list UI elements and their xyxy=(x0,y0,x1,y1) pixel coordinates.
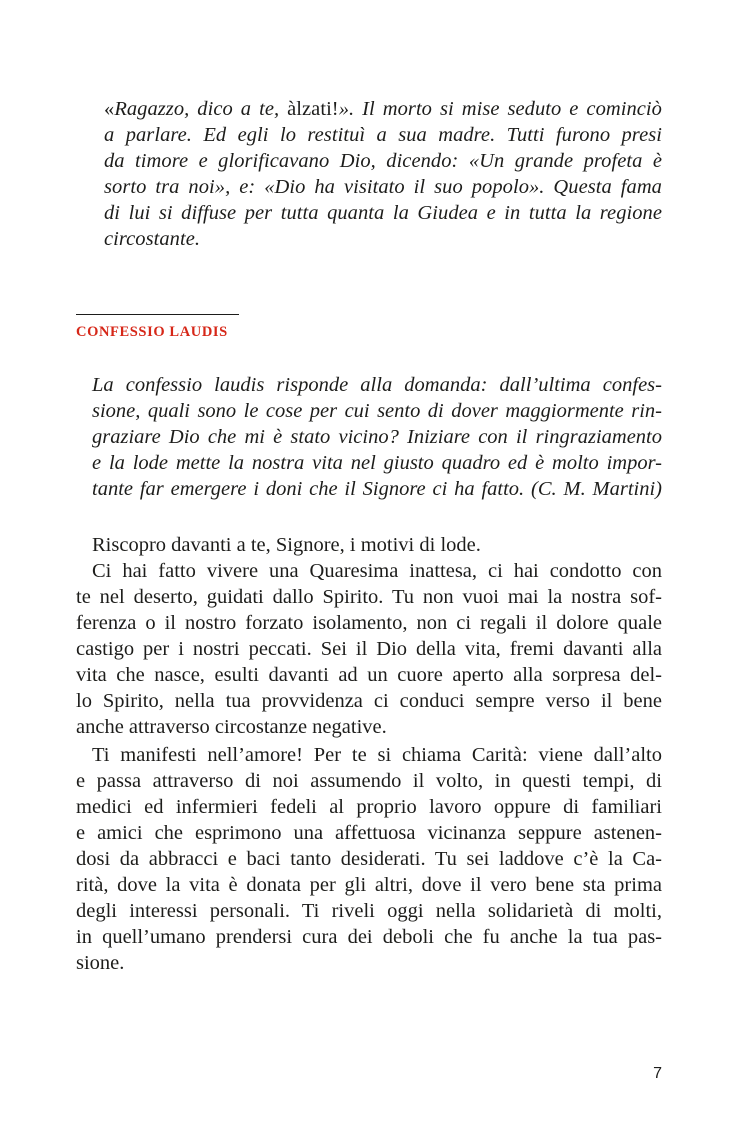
body-line: lo Spirito, nella tua provvidenza ci conduci sempre verso il bene xyxy=(76,690,662,712)
quote-segment: àlzati! xyxy=(287,98,339,120)
body-line: medici ed infermieri fedeli al proprio lavoro oppure di familiari xyxy=(76,796,662,818)
quote-line-4: sorto tra noi», e: «Dio ha visitato il suo popolo». Questa fama xyxy=(104,176,662,198)
intro-line: La confessio laudis risponde alla domanda: dall’ultima confes- xyxy=(92,374,662,396)
section-rule xyxy=(76,314,239,315)
quote-segment: « xyxy=(104,98,115,120)
quote-segment: Ragazzo, dico a te, xyxy=(114,98,288,120)
quote-line-5: di lui si diffuse per tutta quanta la Giudea e in tutta la regione xyxy=(104,202,662,224)
quote-line-3: da timore e glorificavano Dio, dicendo: «Un grande profeta è xyxy=(104,150,662,172)
body-line: rità, dove la vita è donata per gli altri, dove il vero bene sta prima xyxy=(76,874,662,896)
body-line: in quell’umano prendersi cura dei deboli che fu anche la tua pas- xyxy=(76,926,662,948)
body-line: Ci hai fatto vivere una Quaresima inattesa, ci hai condotto con xyxy=(92,560,662,582)
body-line: ferenza o il nostro forzato isolamento, non ci regali il dolore quale xyxy=(76,612,662,634)
page-number: 7 xyxy=(653,1065,662,1082)
body-line: dosi da abbracci e baci tanto desiderati. Tu sei laddove c’è la Ca- xyxy=(76,848,662,870)
body-line: e amici che esprimono una affettuosa vicinanza seppure astenen- xyxy=(76,822,662,844)
body-line: castigo per i nostri peccati. Sei il Dio della vita, fremi davanti alla xyxy=(76,638,662,660)
section-heading: CONFESSIO LAUDIS xyxy=(76,324,228,340)
quote-line-6: circostante. xyxy=(104,228,201,250)
intro-line: sione, quali sono le cose per cui sento di dover maggiormente rin- xyxy=(92,400,662,422)
quote-line-2: a parlare. Ed egli lo restituì a sua madre. Tutti furono presi xyxy=(104,124,662,146)
body-line: vita che nasce, esulti davanti ad un cuore aperto alla sorpresa del- xyxy=(76,664,662,686)
intro-line: tante far emergere i doni che il Signore ci ha fatto. (C. M. Martini) xyxy=(92,478,662,500)
body-line: Riscopro davanti a te, Signore, i motivi di lode. xyxy=(92,534,481,556)
body-line: e passa attraverso di noi assumendo il volto, in questi tempi, di xyxy=(76,770,662,792)
body-line: sione. xyxy=(76,952,125,974)
body-line: te nel deserto, guidati dallo Spirito. Tu non vuoi mai la nostra sof- xyxy=(76,586,662,608)
quote-line-1 xyxy=(104,96,662,122)
intro-line: e la lode mette la nostra vita nel giusto quadro ed è molto impor- xyxy=(92,452,662,474)
body-line: anche attraverso circostanze negative. xyxy=(76,716,387,738)
intro-line: graziare Dio che mi è stato vicino? Iniziare con il ringraziamento xyxy=(92,426,662,448)
body-line: degli interessi personali. Ti riveli oggi nella solidarietà di molti, xyxy=(76,900,662,922)
quote-segment: ». Il morto si mise seduto e cominciò xyxy=(338,98,662,120)
body-line: Ti manifesti nell’amore! Per te si chiama Carità: viene dall’alto xyxy=(92,744,662,766)
